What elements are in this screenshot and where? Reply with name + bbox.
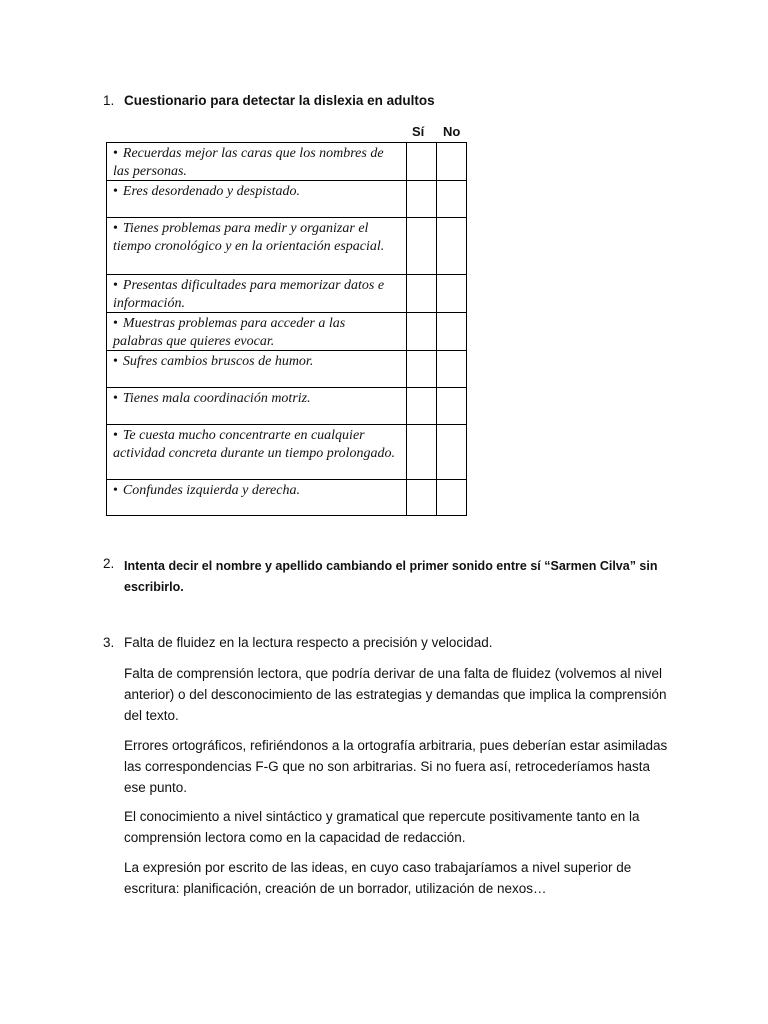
column-header-yes: Sí [412,124,425,139]
answer-yes-cell[interactable] [407,181,437,218]
question-text: Confundes izquierda y derecha. [122,483,300,498]
bullet-icon: • [113,391,118,406]
question-text: Recuerdas mejor las caras que los nombres de las personas. [113,146,384,179]
question-text: Tienes mala coordinación motriz. [122,391,311,406]
questionnaire-row [107,351,467,388]
questionnaire-row [107,313,467,351]
answer-no-cell[interactable] [437,425,467,480]
bullet-icon: • [113,221,118,236]
section-2-number: 2. [103,556,115,571]
answer-no-cell[interactable] [437,388,467,425]
questionnaire-row [107,143,467,181]
question-cell [107,351,407,388]
bullet-icon: • [113,428,118,443]
answer-yes-cell[interactable] [407,425,437,480]
column-header-no: No [443,124,461,139]
question-cell [107,275,407,313]
question-cell [107,313,407,351]
questionnaire-row [107,480,467,516]
question-text: Eres desordenado y despistado. [122,184,300,199]
question-text: Presentas dificultades para memorizar datos e información. [113,278,385,311]
question-text: Te cuesta mucho concentrarte en cualquier actividad concreta durante un tiempo prolongado. [113,428,396,461]
answer-yes-cell[interactable] [407,143,437,181]
answer-yes-cell[interactable] [407,388,437,425]
section-1-title: Cuestionario para detectar la dislexia en adultos [124,93,435,108]
bullet-icon: • [113,316,118,331]
question-cell [107,218,407,275]
section-3-paragraph: La expresión por escrito de las ideas, en cuyo caso trabajaríamos a nivel superior de escritura: planificación, creación de un borrador, utilización de nexos… [124,860,632,896]
answer-no-cell[interactable] [437,480,467,516]
question-cell [107,143,407,181]
section-3-paragraph: Falta de comprensión lectora, que podría derivar de una falta de fluidez (volvemos al nivel anterior) o del desconocimiento de las estrategias y demandas que implica la comprensión del texto. [124,666,667,723]
bullet-icon: • [113,146,118,161]
bullet-icon: • [113,278,118,293]
question-text: Muestras problemas para acceder a las palabras que quieres evocar. [113,316,346,349]
answer-yes-cell[interactable] [407,313,437,351]
questionnaire-table [106,142,467,516]
answer-no-cell[interactable] [437,313,467,351]
bullet-icon: • [113,483,118,498]
questionnaire-row [107,425,467,480]
answer-yes-cell[interactable] [407,351,437,388]
answer-no-cell[interactable] [437,275,467,313]
questionnaire-row [107,388,467,425]
questionnaire-row [107,181,467,218]
section-1-number: 1. [103,93,115,108]
questionnaire-row [107,218,467,275]
section-3-paragraph: El conocimiento a nivel sintáctico y gramatical que repercute positivamente tanto en la comprensión lectora como en la capacidad de redacción. [124,809,640,845]
bullet-icon: • [113,184,118,199]
question-cell [107,480,407,516]
answer-no-cell[interactable] [437,143,467,181]
answer-yes-cell[interactable] [407,480,437,516]
question-text: Tienes problemas para medir y organizar el tiempo cronológico y en la orientación espacial. [113,221,385,254]
question-cell [107,425,407,480]
answer-no-cell[interactable] [437,351,467,388]
answer-no-cell[interactable] [437,181,467,218]
question-text: Sufres cambios bruscos de humor. [122,354,314,369]
bullet-icon: • [113,354,118,369]
section-3-paragraph: Errores ortográficos, refiriéndonos a la ortografía arbitraria, pues deberían estar asimiladas las correspondencias F-G que no son arbitrarias. Si no fuera así, retrocederíamos hasta ese punto. [124,738,668,795]
question-cell [107,388,407,425]
section-3-paragraph: Falta de fluidez en la lectura respecto a precisión y velocidad. [124,635,493,650]
answer-yes-cell[interactable] [407,218,437,275]
answer-no-cell[interactable] [437,218,467,275]
question-cell [107,181,407,218]
section-2-text: Intenta decir el nombre y apellido cambiando el primer sonido entre sí “Sarmen Cilva” sin escribirlo. [124,559,658,594]
answer-yes-cell[interactable] [407,275,437,313]
section-3-number: 3. [103,635,115,650]
questionnaire-row [107,275,467,313]
